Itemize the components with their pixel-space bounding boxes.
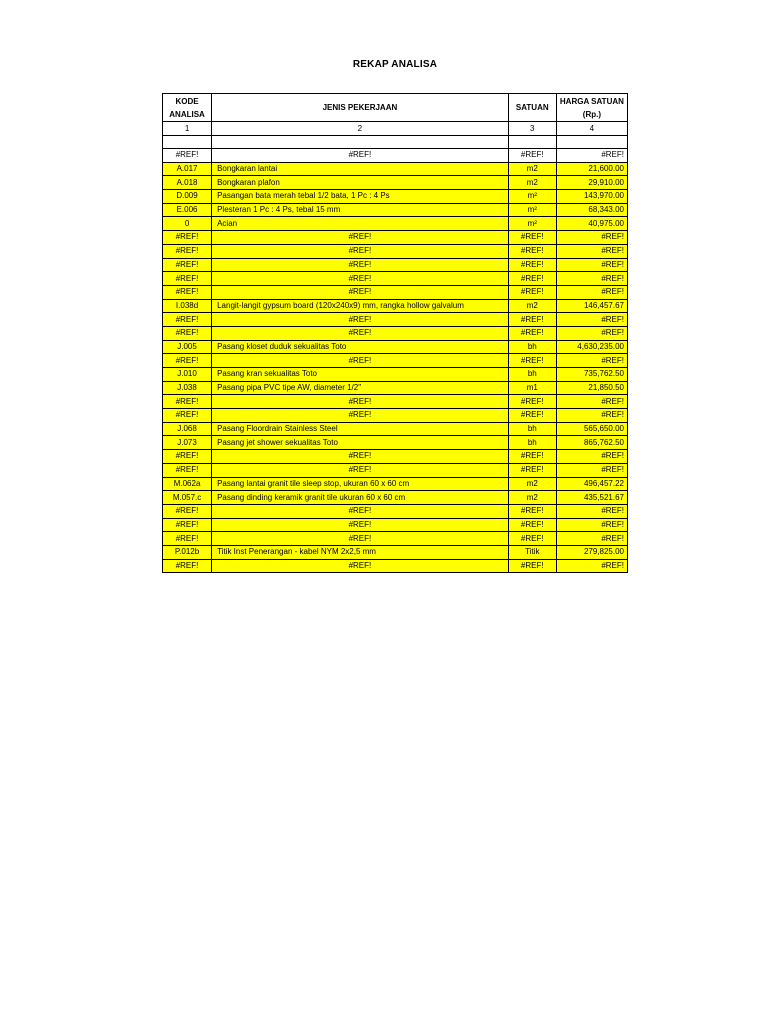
header-row <box>163 94 628 122</box>
jenis-cell: Pasang jet shower sekualitas Toto <box>212 436 509 450</box>
harga-cell: #REF! <box>556 231 627 245</box>
kode-cell: 0 <box>163 217 212 231</box>
table-row <box>163 463 628 477</box>
jenis-cell: #REF! <box>212 504 509 518</box>
harga-cell: #REF! <box>556 395 627 409</box>
table-row <box>163 477 628 491</box>
harga-cell: 21,600.00 <box>556 162 627 176</box>
kode-cell: #REF! <box>163 559 212 573</box>
harga-cell: #REF! <box>556 532 627 546</box>
kode-cell: M.062a <box>163 477 212 491</box>
harga-cell: 68,343.00 <box>556 203 627 217</box>
harga-cell: 279,825.00 <box>556 545 627 559</box>
table-row <box>163 313 628 327</box>
satuan-cell: m1 <box>508 381 556 395</box>
jenis-cell: #REF! <box>212 313 509 327</box>
satuan-cell: m2 <box>508 491 556 505</box>
harga-cell: #REF! <box>556 409 627 423</box>
col-number-3: 3 <box>508 122 556 136</box>
table-row <box>163 450 628 464</box>
harga-cell: #REF! <box>556 326 627 340</box>
table-body <box>163 149 628 573</box>
harga-cell: 865,762.50 <box>556 436 627 450</box>
table-row <box>163 190 628 204</box>
harga-cell: #REF! <box>556 463 627 477</box>
header-kode-line2: ANALISA <box>169 109 205 119</box>
harga-cell: 735,762.50 <box>556 368 627 382</box>
jenis-cell: #REF! <box>212 409 509 423</box>
table-row <box>163 368 628 382</box>
blank-cell <box>508 136 556 149</box>
kode-cell: J.005 <box>163 340 212 354</box>
satuan-cell: bh <box>508 436 556 450</box>
kode-cell: #REF! <box>163 272 212 286</box>
table-row <box>163 395 628 409</box>
harga-cell: #REF! <box>556 354 627 368</box>
jenis-cell: #REF! <box>212 532 509 546</box>
kode-cell: #REF! <box>163 532 212 546</box>
header-kode-line1: KODE <box>175 96 199 106</box>
jenis-cell: Bongkaran plafon <box>212 176 509 190</box>
satuan-cell: #REF! <box>508 244 556 258</box>
kode-cell: #REF! <box>163 450 212 464</box>
harga-cell: 435,521.67 <box>556 491 627 505</box>
table-row <box>163 409 628 423</box>
header-satuan: SATUAN <box>508 94 556 122</box>
kode-cell: J.010 <box>163 368 212 382</box>
table-row <box>163 381 628 395</box>
harga-cell: 21,850.50 <box>556 381 627 395</box>
table-row <box>163 436 628 450</box>
blank-cell <box>163 136 212 149</box>
kode-cell: D.009 <box>163 190 212 204</box>
jenis-cell: #REF! <box>212 258 509 272</box>
jenis-cell: Pasangan bata merah tebal 1/2 bata, 1 Pc : 4 Ps <box>212 190 509 204</box>
harga-cell: 40,975.00 <box>556 217 627 231</box>
harga-cell: 146,457.67 <box>556 299 627 313</box>
harga-cell: #REF! <box>556 149 627 163</box>
satuan-cell: Titik <box>508 545 556 559</box>
satuan-cell: #REF! <box>508 313 556 327</box>
table-row <box>163 162 628 176</box>
kode-cell: A.018 <box>163 176 212 190</box>
jenis-cell: #REF! <box>212 395 509 409</box>
harga-cell: #REF! <box>556 285 627 299</box>
table-row <box>163 258 628 272</box>
kode-cell: #REF! <box>163 326 212 340</box>
jenis-cell: #REF! <box>212 244 509 258</box>
table-row <box>163 176 628 190</box>
satuan-cell: #REF! <box>508 518 556 532</box>
rekap-table <box>162 93 628 573</box>
kode-cell: #REF! <box>163 518 212 532</box>
jenis-cell: Pasang kran sekualitas Toto <box>212 368 509 382</box>
column-number-row <box>163 122 628 136</box>
table-row <box>163 559 628 573</box>
kode-cell: #REF! <box>163 395 212 409</box>
kode-cell: P.012b <box>163 545 212 559</box>
kode-cell: #REF! <box>163 285 212 299</box>
jenis-cell: #REF! <box>212 450 509 464</box>
satuan-cell: m² <box>508 190 556 204</box>
table-row <box>163 244 628 258</box>
table-row <box>163 354 628 368</box>
jenis-cell: Pasang dinding keramik granit tile ukuran 60 x 60 cm <box>212 491 509 505</box>
col-number-2: 2 <box>212 122 509 136</box>
satuan-cell: #REF! <box>508 532 556 546</box>
kode-cell: E.006 <box>163 203 212 217</box>
header-harga-line2: (Rp.) <box>582 109 602 119</box>
harga-cell: 4,630,235.00 <box>556 340 627 354</box>
jenis-cell: #REF! <box>212 326 509 340</box>
kode-cell: I.038d <box>163 299 212 313</box>
jenis-cell: #REF! <box>212 285 509 299</box>
kode-cell: #REF! <box>163 504 212 518</box>
table-row <box>163 545 628 559</box>
header-jenis: JENIS PEKERJAAN <box>212 94 509 122</box>
jenis-cell: #REF! <box>212 463 509 477</box>
kode-cell: #REF! <box>163 231 212 245</box>
jenis-cell: Plesteran 1 Pc : 4 Ps, tebal 15 mm <box>212 203 509 217</box>
jenis-cell: Acian <box>212 217 509 231</box>
kode-cell: A.017 <box>163 162 212 176</box>
satuan-cell: #REF! <box>508 354 556 368</box>
harga-cell: 496,457.22 <box>556 477 627 491</box>
table-row <box>163 285 628 299</box>
jenis-cell: Pasang Floordrain Stainless Steel <box>212 422 509 436</box>
jenis-cell: Bongkaran lantai <box>212 162 509 176</box>
jenis-cell: #REF! <box>212 354 509 368</box>
satuan-cell: #REF! <box>508 450 556 464</box>
satuan-cell: bh <box>508 422 556 436</box>
satuan-cell: #REF! <box>508 326 556 340</box>
satuan-cell: #REF! <box>508 395 556 409</box>
harga-cell: #REF! <box>556 450 627 464</box>
satuan-cell: #REF! <box>508 285 556 299</box>
kode-cell: #REF! <box>163 149 212 163</box>
table-row <box>163 231 628 245</box>
satuan-cell: #REF! <box>508 559 556 573</box>
satuan-cell: #REF! <box>508 504 556 518</box>
satuan-cell: #REF! <box>508 258 556 272</box>
satuan-cell: #REF! <box>508 463 556 477</box>
kode-cell: #REF! <box>163 313 212 327</box>
jenis-cell: #REF! <box>212 272 509 286</box>
harga-cell: #REF! <box>556 313 627 327</box>
harga-cell: #REF! <box>556 258 627 272</box>
table-row <box>163 491 628 505</box>
jenis-cell: Langit-langit gypsum board (120x240x9) mm, rangka hollow galvalum <box>212 299 509 313</box>
harga-cell: #REF! <box>556 244 627 258</box>
header-harga-line1: HARGA SATUAN <box>559 96 624 106</box>
kode-cell: J.038 <box>163 381 212 395</box>
header-harga <box>556 94 627 122</box>
jenis-cell: #REF! <box>212 559 509 573</box>
kode-cell: #REF! <box>163 244 212 258</box>
satuan-cell: #REF! <box>508 231 556 245</box>
satuan-cell: m2 <box>508 477 556 491</box>
table-row <box>163 299 628 313</box>
jenis-cell: Pasang lantai granit tile sleep stop, ukuran 60 x 60 cm <box>212 477 509 491</box>
satuan-cell: bh <box>508 368 556 382</box>
satuan-cell: bh <box>508 340 556 354</box>
harga-cell: 143,970.00 <box>556 190 627 204</box>
table-row <box>163 340 628 354</box>
jenis-cell: Titik Inst Penerangan - kabel NYM 2x2,5 mm <box>212 545 509 559</box>
table-row <box>163 326 628 340</box>
blank-row <box>163 136 628 149</box>
table-row <box>163 149 628 163</box>
satuan-cell: m2 <box>508 299 556 313</box>
kode-cell: M.057.c <box>163 491 212 505</box>
kode-cell: J.068 <box>163 422 212 436</box>
satuan-cell: m² <box>508 203 556 217</box>
jenis-cell: #REF! <box>212 518 509 532</box>
table-row <box>163 504 628 518</box>
table-row <box>163 203 628 217</box>
satuan-cell: m2 <box>508 176 556 190</box>
jenis-cell: #REF! <box>212 231 509 245</box>
table-row <box>163 422 628 436</box>
kode-cell: J.073 <box>163 436 212 450</box>
kode-cell: #REF! <box>163 463 212 477</box>
jenis-cell: Pasang kloset duduk sekualitas Toto <box>212 340 509 354</box>
jenis-cell: #REF! <box>212 149 509 163</box>
harga-cell: 565,650.00 <box>556 422 627 436</box>
header-kode <box>163 94 212 122</box>
harga-cell: #REF! <box>556 518 627 532</box>
satuan-cell: #REF! <box>508 149 556 163</box>
blank-cell <box>556 136 627 149</box>
table-row <box>163 518 628 532</box>
jenis-cell: Pasang pipa PVC tipe AW, diameter 1/2" <box>212 381 509 395</box>
table-row <box>163 272 628 286</box>
satuan-cell: #REF! <box>508 272 556 286</box>
kode-cell: #REF! <box>163 258 212 272</box>
satuan-cell: m2 <box>508 162 556 176</box>
table-row <box>163 217 628 231</box>
col-number-4: 4 <box>556 122 627 136</box>
harga-cell: #REF! <box>556 272 627 286</box>
kode-cell: #REF! <box>163 354 212 368</box>
page-title: REKAP ANALISA <box>352 59 438 70</box>
harga-cell: #REF! <box>556 559 627 573</box>
col-number-1: 1 <box>163 122 212 136</box>
harga-cell: #REF! <box>556 504 627 518</box>
blank-cell <box>212 136 509 149</box>
kode-cell: #REF! <box>163 409 212 423</box>
satuan-cell: #REF! <box>508 409 556 423</box>
table-row <box>163 532 628 546</box>
satuan-cell: m² <box>508 217 556 231</box>
harga-cell: 29,910.00 <box>556 176 627 190</box>
